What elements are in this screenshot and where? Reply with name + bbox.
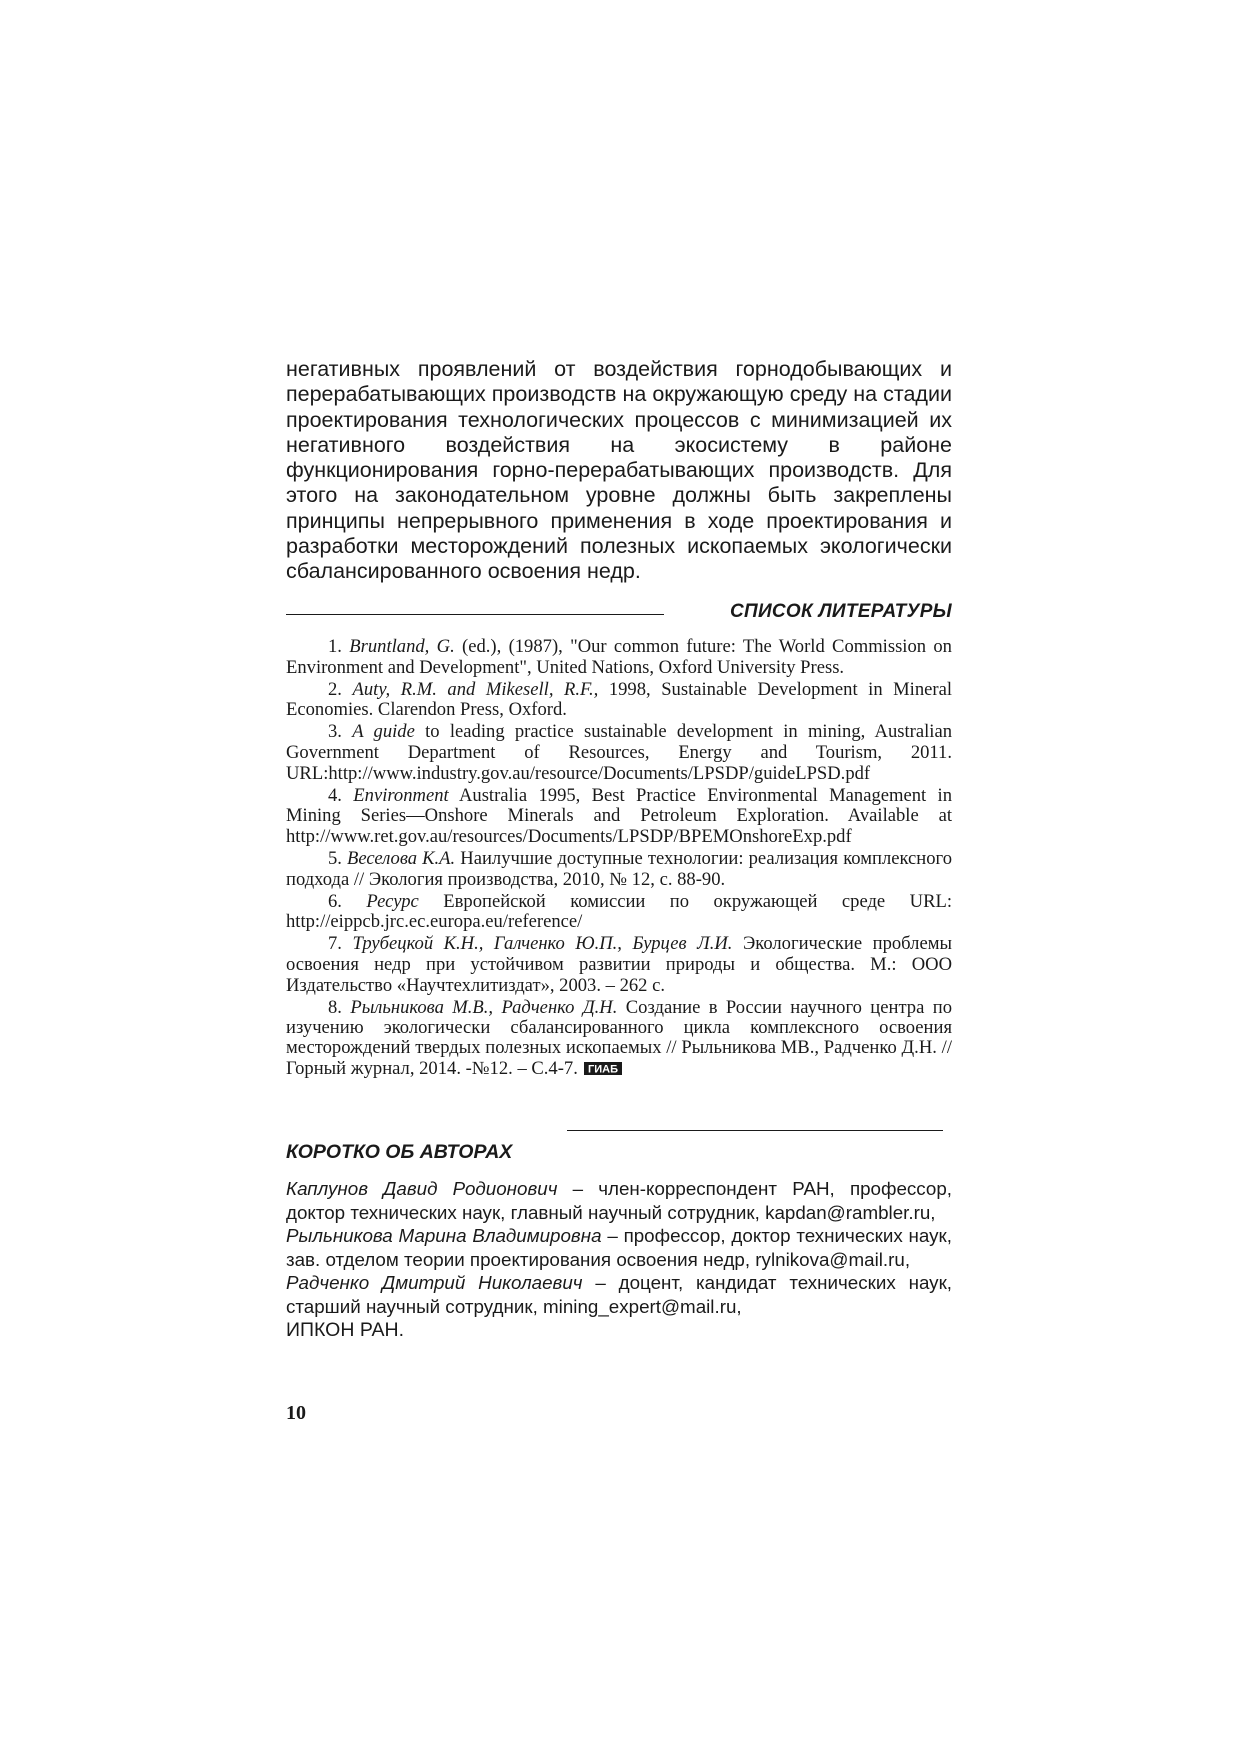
reference-text: Экологические проблемы освоения недр при устойчивом развитии природы и общества. М.: ООО Издательство «Научтехлитиздат», 2003. – 262 с. xyxy=(286,933,952,996)
author-entry xyxy=(286,1177,952,1224)
reference-number: 1. xyxy=(328,636,342,657)
author-name: Радченко Дмитрий Николаевич xyxy=(286,1272,583,1294)
giab-logo-icon xyxy=(584,1062,622,1075)
authors-title: КОРОТКО ОБ АВТОРАХ xyxy=(286,1141,513,1163)
reference-item xyxy=(286,637,952,679)
author-name: Рыльникова Марина Владимировна xyxy=(286,1225,602,1247)
author-entry xyxy=(286,1271,952,1318)
reference-text: 1998, Sustainable Development in Mineral Economies. Clarendon Press, Oxford. xyxy=(286,678,953,721)
reference-item xyxy=(286,786,952,848)
reference-text: to leading practice sustainable development in mining, Australian Government Department of Resources, Energy and Tourism, 2011. URL:http://www.industry.gov.au/resource/Documents/LPSDP/guideLPSD.pdf xyxy=(286,721,952,784)
author-details: – член-корреспондент РАН, профессор, доктор технических наук, главный научный сотрудник, kapdan@rambler.ru, xyxy=(286,1178,953,1223)
author-organization: ИПКОН РАН. xyxy=(286,1318,405,1341)
reference-number: 2. xyxy=(328,678,342,700)
page-number: 10 xyxy=(286,1402,306,1424)
reference-text: Australia 1995, Best Practice Environmental Management in Mining Series—Onshore Minerals and Petroleum Exploration. Available at http://www.ret.gov.au/resources/Documents/LPSDP/BPEMOnshoreExp.pdf xyxy=(286,784,952,848)
author-entry xyxy=(286,1224,952,1271)
reference-item xyxy=(286,722,952,784)
reference-author: Auty, R.M. and Mikesell, R.F., xyxy=(352,678,599,700)
reference-item xyxy=(286,849,952,891)
reference-author: Ресурс xyxy=(366,890,419,912)
reference-author: Bruntland, G. xyxy=(349,636,455,657)
reference-author: Трубецкой К.Н., Галченко Ю.П., Бурцев Л.И. xyxy=(352,933,733,955)
references-list xyxy=(286,637,952,1080)
reference-author: A guide xyxy=(352,721,415,743)
reference-author: Веселова К.А. xyxy=(347,847,456,869)
reference-item xyxy=(286,998,952,1080)
author-name: Каплунов Давид Родионович xyxy=(286,1178,558,1199)
body-paragraph: негативных проявлений от воздействия горнодобывающих и перерабатывающих производств на окружающую среду на стадии проектирования технологических процессов с минимизацией их негативного воздействия на экосистему в районе функционирования горно-перерабатывающих производств. Для этого на законодательном уровне должны быть закреплены принципы непрерывного применения в ходе проектирования и разработки месторождений полезных ископаемых экологически сбалансированного освоения недр. xyxy=(286,357,952,584)
reference-number: 5. xyxy=(328,847,342,869)
reference-number: 8. xyxy=(328,996,342,1018)
references-rule xyxy=(286,614,664,615)
reference-author: Environment xyxy=(353,784,449,806)
reference-text: Наилучшие доступные технологии: реализация комплексного подхода // Экология производства, 2010, № 12, с. 88-90. xyxy=(286,847,953,890)
reference-text: (ed.), (1987), "Our common future: The World Commission on Environment and Development", United Nations, Oxford University Press. xyxy=(286,636,952,678)
references-heading xyxy=(286,601,952,629)
reference-text: Европейской комиссии по окружающей среде URL: http://eippcb.jrc.ec.europa.eu/reference/ xyxy=(286,890,952,933)
references-title: СПИСОК ЛИТЕРАТУРЫ xyxy=(729,601,952,622)
reference-text: Создание в России научного центра по изучению экологически сбалансированного цикла комплексного освоения месторождений твердых полезных ископаемых // Рыльникова МВ., Радченко Д.Н. //Горный журнал, 2014. -№12. – С.4-7. xyxy=(286,996,952,1079)
reference-item xyxy=(286,680,952,722)
reference-item xyxy=(286,892,952,934)
author-details: – доцент, кандидат технических наук, старший научный сотрудник, mining_expert@mail.ru, xyxy=(286,1272,953,1317)
author-details: – профессор, доктор технических наук, зав. отделом теории проектирования освоения недр, rylnikova@mail.ru, xyxy=(286,1225,952,1270)
reference-number: 3. xyxy=(328,721,342,743)
reference-number: 7. xyxy=(328,933,342,955)
reference-number: 6. xyxy=(328,890,342,912)
giab-logo-text: ГИАБ xyxy=(587,1063,618,1075)
authors-rule xyxy=(567,1130,943,1131)
reference-author: Рыльникова М.В., Радченко Д.Н. xyxy=(350,996,618,1018)
reference-item xyxy=(286,934,952,996)
authors-block xyxy=(286,1177,952,1342)
reference-number: 4. xyxy=(328,784,342,806)
